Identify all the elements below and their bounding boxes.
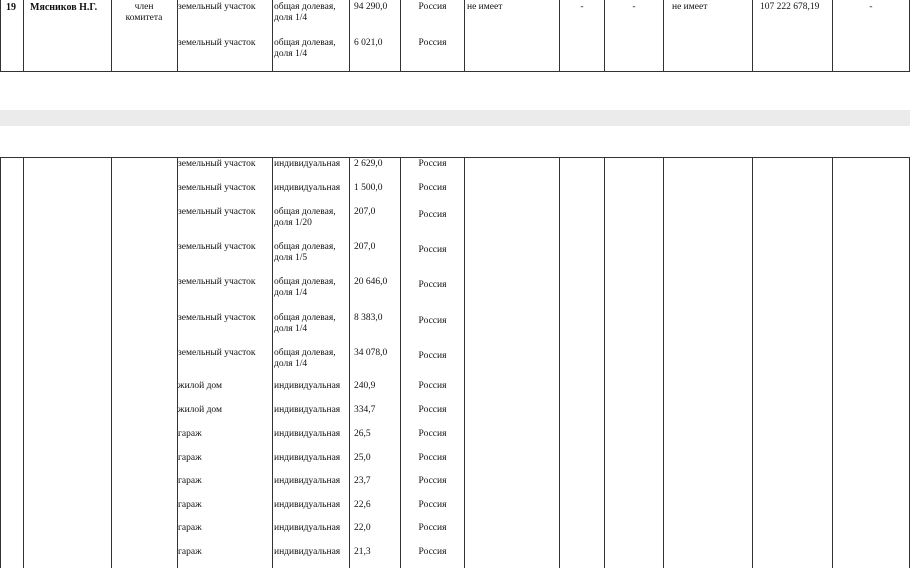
ownership-type: индивидуальная [274, 523, 341, 533]
area: 1 500,0 [354, 183, 383, 193]
property-type: гараж [178, 547, 202, 557]
position-line-1: член [134, 2, 154, 12]
property-type: гараж [178, 476, 202, 486]
ownership-type: индивидуальная [274, 500, 341, 510]
vehicles: не имеет [672, 2, 708, 12]
upper-table [0, 0, 910, 74]
property-type: гараж [178, 523, 202, 533]
lower-table [0, 157, 910, 568]
country: Россия [418, 429, 447, 439]
ownership-type: общая долевая, [274, 348, 336, 358]
country: Россия [418, 523, 447, 533]
property-type: жилой дом [178, 405, 223, 415]
country: Россия [418, 405, 447, 415]
ownership-type: индивидуальная [274, 159, 341, 169]
property-type: земельный участок [178, 183, 256, 193]
ownership-share: доля 1/4 [274, 288, 308, 298]
country: Россия [418, 500, 447, 510]
country: Россия [418, 316, 447, 326]
ownership-type: индивидуальная [274, 183, 341, 193]
area: 25,0 [354, 453, 371, 463]
area: 207,0 [354, 207, 376, 217]
property-type: жилой дом [178, 381, 223, 391]
country: Россия [418, 381, 447, 391]
area: 22,0 [354, 523, 371, 533]
row-number: 19 [6, 2, 16, 13]
property-type: земельный участок [178, 242, 256, 252]
country: Россия [418, 2, 447, 12]
country: Россия [418, 453, 447, 463]
property-type: земельный участок [178, 38, 256, 48]
ownership-type: общая долевая, [274, 2, 336, 12]
income-sources: - [869, 2, 873, 12]
ownership-type: индивидуальная [274, 476, 341, 486]
ownership-share: доля 1/4 [274, 359, 308, 369]
property-type: земельный участок [178, 313, 256, 323]
page-separator [0, 110, 910, 126]
ownership-type: общая долевая, [274, 242, 336, 252]
property-type: земельный участок [178, 207, 256, 217]
area: 240,9 [354, 381, 376, 391]
property-type: гараж [178, 453, 202, 463]
ownership-share: доля 1/20 [274, 218, 312, 228]
country: Россия [418, 547, 447, 557]
ownership-share: доля 1/4 [274, 13, 308, 23]
country: Россия [418, 183, 447, 193]
ownership-type: индивидуальная [274, 429, 341, 439]
use-type: не имеет [467, 2, 503, 12]
country: Россия [418, 476, 447, 486]
property-type: земельный участок [178, 348, 256, 358]
area: 34 078,0 [354, 348, 388, 358]
ownership-type: общая долевая, [274, 277, 336, 287]
property-type: земельный участок [178, 277, 256, 287]
area: 207,0 [354, 242, 376, 252]
country: Россия [418, 159, 447, 169]
ownership-type: общая долевая, [274, 207, 336, 217]
use-country: - [632, 2, 636, 12]
area: 8 383,0 [354, 313, 383, 323]
person-name: Мясников Н.Г. [30, 2, 98, 13]
ownership-type: индивидуальная [274, 405, 341, 415]
property-type: гараж [178, 500, 202, 510]
ownership-share: доля 1/4 [274, 324, 308, 334]
property-type: гараж [178, 429, 202, 439]
country: Россия [418, 351, 447, 361]
ownership-type: индивидуальная [274, 381, 341, 391]
ownership-type: общая долевая, [274, 38, 336, 48]
ownership-type: общая долевая, [274, 313, 336, 323]
area: 2 629,0 [354, 159, 383, 169]
country: Россия [418, 280, 447, 290]
ownership-type: индивидуальная [274, 453, 341, 463]
use-area: - [580, 2, 584, 12]
ownership-share: доля 1/5 [274, 253, 308, 263]
property-type: земельный участок [178, 2, 256, 12]
area: 334,7 [354, 405, 376, 415]
country: Россия [418, 245, 447, 255]
income: 107 222 678,19 [760, 2, 820, 12]
area: 26,5 [354, 429, 371, 439]
country: Россия [418, 210, 447, 220]
area: 21,3 [354, 547, 371, 557]
ownership-share: доля 1/4 [274, 49, 308, 59]
ownership-type: индивидуальная [274, 547, 341, 557]
area: 6 021,0 [354, 38, 383, 48]
area: 20 646,0 [354, 277, 388, 287]
country: Россия [418, 38, 447, 48]
area: 22,6 [354, 500, 371, 510]
area: 23,7 [354, 476, 371, 486]
property-type: земельный участок [178, 159, 256, 169]
position-line-2: комитета [125, 13, 163, 23]
area: 94 290,0 [354, 2, 388, 12]
